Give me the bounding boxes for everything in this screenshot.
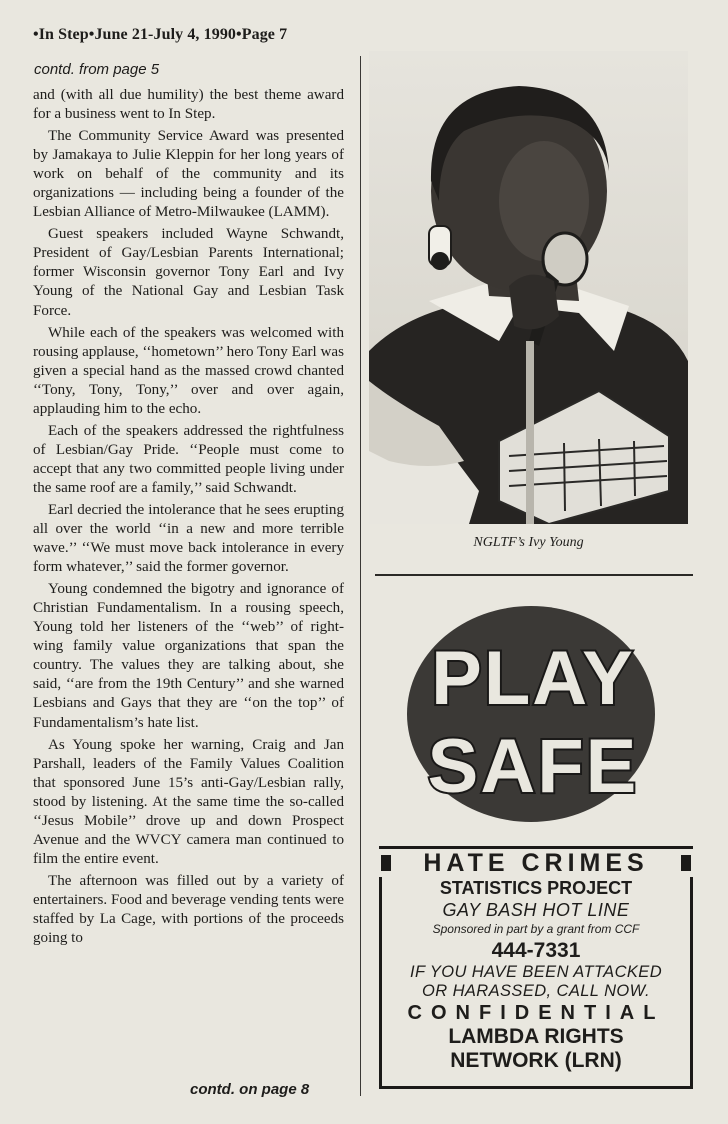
paragraph: and (with all due humility) the best theme award for a business went to In Step. <box>33 87 344 123</box>
hate-crimes-ad <box>379 846 693 1089</box>
ad-phone-number: 444-7331 <box>491 939 581 962</box>
speaker-photo <box>369 51 688 524</box>
ad-title-bar <box>379 849 693 877</box>
ad-title: HATE CRIMES <box>423 849 649 877</box>
page-header: •In Step•June 21-July 4, 1990•Page 7 <box>33 26 288 43</box>
section-divider <box>375 574 693 576</box>
paragraph: Each of the speakers addressed the rightfulness of Lesbian/Gay Pride. ‘‘People must come to accept that any two committed people living under the same roof are a family,’’ said Schwandt. <box>33 422 344 496</box>
ad-org-line-2: NETWORK (LRN) <box>450 1049 622 1072</box>
continued-on-label: contd. on page 8 <box>190 1081 310 1098</box>
column-divider <box>360 56 361 1096</box>
play-safe-graphic <box>405 602 665 832</box>
ad-statistics-project: STATISTICS PROJECT <box>439 878 633 898</box>
paragraph: Young condemned the bigotry and ignorance of Christian Fundamentalism. In a rousing speech, Young told her listeners of the ‘‘web’’ of right-wing family value organizations that span the country. The values they are talking about, she said, ‘‘are from the 19th Century’’ and she warned Lesbians and Gays that they are ‘‘on the top’’ of Fundamentalism’s hate list. <box>33 581 344 731</box>
paragraph: Guest speakers included Wayne Schwandt, President of Gay/Lesbian Parents International; former Wisconsin governor Tony Earl and Ivy Young of the National Gay and Lesbian Task Force. <box>33 226 344 319</box>
ad-callout-line-1: IF YOU HAVE BEEN ATTACKED <box>409 963 663 981</box>
paragraph: Earl decried the intolerance that he sees erupting all over the world ‘‘in a new and more terrible wave.’’ ‘‘We must move back intolerance in every form whatever,’’ said the former governor. <box>33 501 344 576</box>
speaker-photo-illustration <box>369 51 688 524</box>
ad-confidential: CONFIDENTIAL <box>407 1002 665 1024</box>
paragraph: As Young spoke her warning, Craig and Jan Parshall, leaders of the Family Values Coalition that sponsored June 15’s anti-Gay/Lesbian rally, stood by listening. At the same time the so-called ‘‘Jesus Mobile’’ drove up and down Prospect Avenue and the WVCY camera man continued to film the entire event. <box>33 736 344 867</box>
paragraph: The afternoon was filled out by a variety of entertainers. Food and beverage vending tents were staffed by La Cage, with portions of the proceeds going to <box>33 872 344 947</box>
title-tab-right <box>681 855 691 871</box>
continued-from-label: contd. from page 5 <box>34 61 160 78</box>
article-body <box>33 86 344 951</box>
paragraph: The Community Service Award was presented by Jamakaya to Julie Kleppin for her long years of work on behalf of the community and its organizations — including being a founder of the Lesbian Alliance of Metro-Milwaukee (LAMM). <box>33 128 344 221</box>
paragraph: While each of the speakers was welcomed with rousing applause, ‘‘hometown’’ hero Tony Earl was given a special hand as the massed crowd chanted ‘‘Tony, Tony, Tony,’’ over and over again, applauding him to the echo. <box>33 324 344 417</box>
ad-sponsor-note: Sponsored in part by a grant from CCF <box>432 922 640 936</box>
photo-caption: NGLTF’s Ivy Young <box>473 535 584 550</box>
logo-line-safe: SAFE <box>427 724 639 809</box>
play-safe-logo <box>405 602 665 832</box>
ad-callout-line-2: OR HARASSED, CALL NOW. <box>422 982 650 1000</box>
title-tab-left <box>381 855 391 871</box>
logo-line-play: PLAY <box>431 636 635 721</box>
ad-org-line-1: LAMBDA RIGHTS <box>448 1025 624 1048</box>
ad-hotline-name: GAY BASH HOT LINE <box>442 900 630 920</box>
